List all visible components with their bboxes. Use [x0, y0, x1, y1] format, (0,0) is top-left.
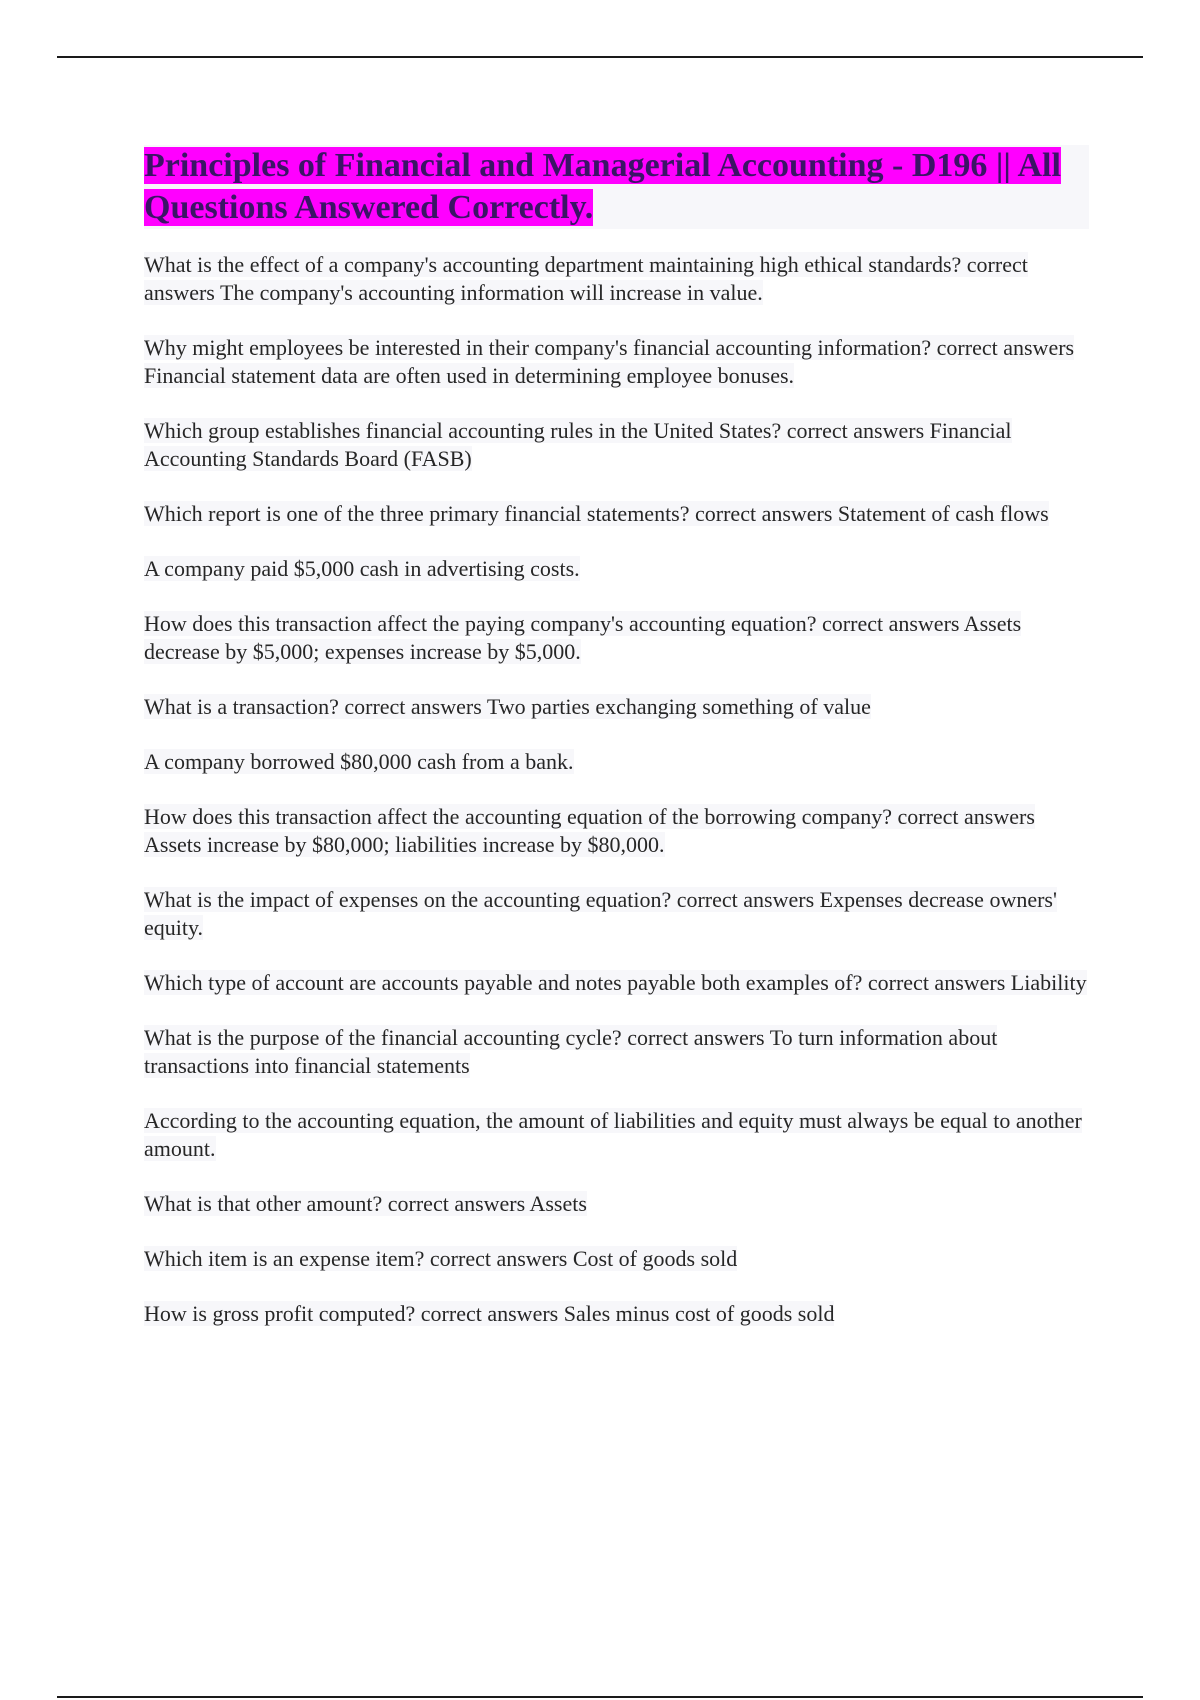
paragraph [144, 251, 1089, 307]
paragraph-text: According to the accounting equation, the amount of liabilities and equity must always be equal to another amount. [144, 1108, 1082, 1161]
paragraph [144, 1245, 1089, 1273]
paragraph [144, 693, 1089, 721]
paragraph-text: Why might employees be interested in their company's financial accounting information? correct answers Financial statement data are often used in determining employee bonuses. [144, 335, 1075, 388]
paragraph [144, 417, 1089, 473]
paragraph-text: Which type of account are accounts payable and notes payable both examples of? correct answers Liability [144, 970, 1087, 995]
bottom-rule [57, 1696, 1143, 1698]
paragraph [144, 334, 1089, 390]
paragraph-text: What is a transaction? correct answers Two parties exchanging something of value [144, 694, 871, 719]
paragraph-text: Which report is one of the three primary financial statements? correct answers Statement of cash flows [144, 501, 1049, 526]
paragraph-text: A company paid $5,000 cash in advertising costs. [144, 556, 580, 581]
paragraph-text: What is that other amount? correct answers Assets [144, 1191, 587, 1216]
paragraph-text: A company borrowed $80,000 cash from a bank. [144, 749, 574, 774]
paragraph [144, 969, 1089, 997]
top-rule [57, 56, 1143, 58]
paragraph [144, 1190, 1089, 1218]
paragraph-text: What is the purpose of the financial accounting cycle? correct answers To turn information about transactions into financial statements [144, 1025, 998, 1078]
paragraph-text: What is the effect of a company's accounting department maintaining high ethical standards? correct answers The company's accounting information will increase in value. [144, 252, 1028, 305]
document-title-text: Principles of Financial and Managerial Accounting - D196 || All Questions Answered Correctly. [144, 147, 1061, 226]
paragraph-text: Which group establishes financial accounting rules in the United States? correct answers Financial Accounting Standards Board (FASB) [144, 418, 1012, 471]
paragraph [144, 500, 1089, 528]
paragraph-text: How is gross profit computed? correct answers Sales minus cost of goods sold [144, 1301, 835, 1326]
paragraph [144, 1024, 1089, 1080]
title-block [144, 145, 1089, 229]
paragraph [144, 748, 1089, 776]
paragraph [144, 1300, 1089, 1328]
paragraph [144, 803, 1089, 859]
document-title [144, 145, 1089, 229]
paragraph-text: What is the impact of expenses on the accounting equation? correct answers Expenses decrease owners' equity. [144, 887, 1057, 940]
paragraph-text: Which item is an expense item? correct answers Cost of goods sold [144, 1246, 738, 1271]
paragraph [144, 555, 1089, 583]
paragraph [144, 1107, 1089, 1163]
paragraph [144, 886, 1089, 942]
paragraph [144, 610, 1089, 666]
paragraph-text: How does this transaction affect the accounting equation of the borrowing company? correct answers Assets increase by $80,000; liabilities increase by $80,000. [144, 804, 1035, 857]
document-body [144, 145, 1089, 1355]
paragraph-text: How does this transaction affect the paying company's accounting equation? correct answers Assets decrease by $5,000; expenses increase by $5,000. [144, 611, 1022, 664]
